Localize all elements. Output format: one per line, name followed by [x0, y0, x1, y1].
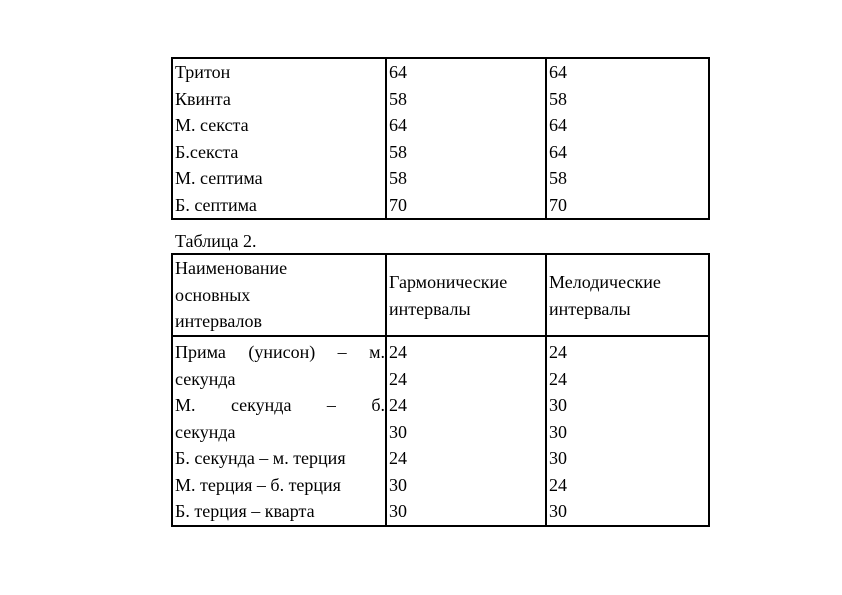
melodic-value: 24 [549, 368, 567, 389]
harmonic-value: 30 [389, 421, 407, 442]
intervals-table-2 [171, 253, 710, 527]
header-line: Гармонические [389, 272, 508, 292]
header-line: интервалы [549, 298, 631, 319]
harmonic-value: 24 [389, 368, 407, 389]
melodic-value: 30 [549, 448, 567, 468]
table-row [172, 112, 709, 139]
harmonic-value: 64 [386, 58, 546, 86]
name-line: М. секунда – б. [175, 395, 385, 415]
header-line: интервалы [389, 298, 471, 319]
table-row [172, 165, 709, 192]
header-melodic [546, 254, 709, 336]
table-row [172, 192, 709, 220]
harmonic-value: 58 [386, 165, 546, 192]
interval-name: М. септима [172, 165, 386, 192]
header-interval-names [172, 254, 386, 336]
harmonic-value: 58 [386, 139, 546, 166]
harmonic-value: 24 [389, 395, 407, 415]
name-line: Б. терция – кварта [175, 501, 315, 521]
header-line: Наименование [175, 258, 288, 278]
harmonic-values-cell [386, 336, 546, 526]
interval-names-cell [172, 336, 386, 526]
melodic-value: 58 [546, 165, 709, 192]
table-2-caption: Таблица 2. [175, 231, 257, 251]
melodic-value: 30 [549, 501, 567, 521]
table-header-row [172, 254, 709, 336]
interval-name: Б.секста [172, 139, 386, 166]
harmonic-value: 24 [389, 342, 407, 362]
name-line: Прима (унисон) – м. [175, 342, 385, 362]
harmonic-value: 64 [386, 112, 546, 139]
header-line: интервалов [175, 311, 263, 331]
intervals-table-1 [171, 57, 710, 220]
header-line: Мелодические [549, 272, 661, 292]
melodic-value: 58 [546, 86, 709, 113]
harmonic-value: 58 [386, 86, 546, 113]
header-line: основных [175, 284, 251, 305]
harmonic-value: 70 [386, 192, 546, 220]
harmonic-value: 30 [389, 501, 407, 521]
harmonic-value: 24 [389, 448, 407, 468]
melodic-value: 70 [546, 192, 709, 220]
melodic-value: 64 [546, 139, 709, 166]
interval-name: М. секста [172, 112, 386, 139]
melodic-values-cell [546, 336, 709, 526]
table-row [172, 139, 709, 166]
melodic-value: 64 [546, 58, 709, 86]
interval-name: Квинта [172, 86, 386, 113]
name-line: Б. секунда – м. терция [175, 448, 346, 468]
header-harmonic [386, 254, 546, 336]
melodic-value: 64 [546, 112, 709, 139]
melodic-value: 24 [549, 474, 567, 495]
interval-name: Б. септима [172, 192, 386, 220]
harmonic-value: 30 [389, 474, 407, 495]
name-line: секунда [175, 421, 236, 442]
table-row [172, 58, 709, 86]
melodic-value: 30 [549, 395, 567, 415]
interval-name: Тритон [172, 58, 386, 86]
name-line: М. терция – б. терция [175, 474, 341, 495]
table-body-row [172, 336, 709, 526]
melodic-value: 24 [549, 342, 567, 362]
melodic-value: 30 [549, 421, 567, 442]
name-line: секунда [175, 368, 236, 389]
table-row [172, 86, 709, 113]
